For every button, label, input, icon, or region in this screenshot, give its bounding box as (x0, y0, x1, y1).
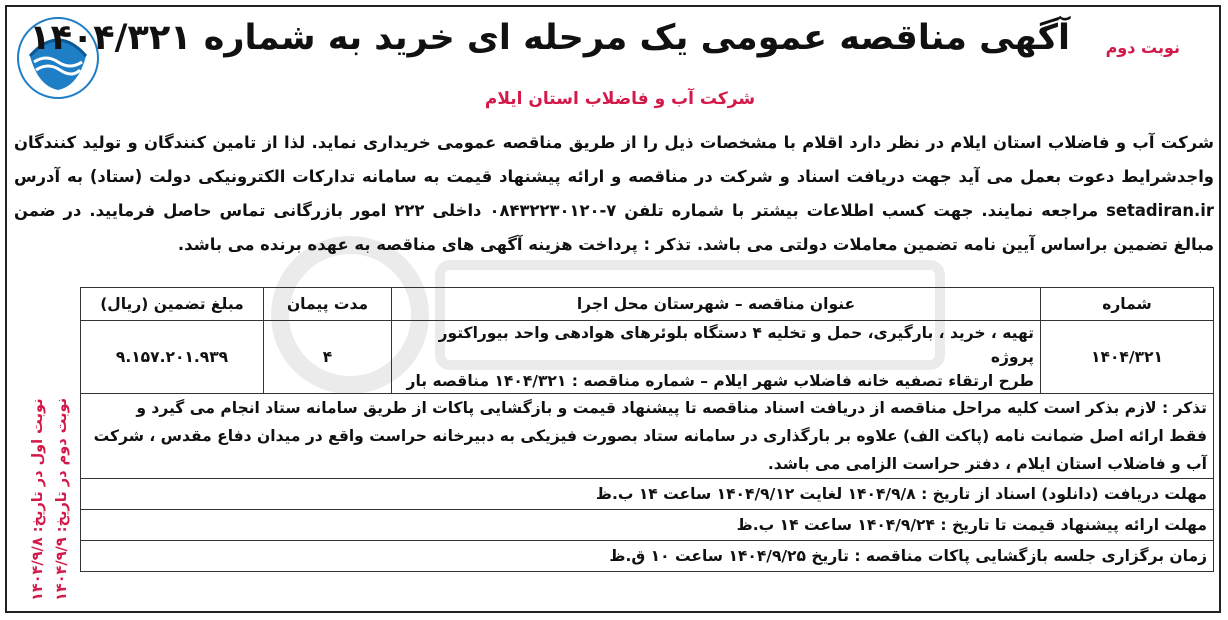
note-row (81, 394, 1214, 479)
publication-dates (10, 345, 74, 601)
deadline-row (81, 479, 1214, 510)
intro-paragraph (14, 126, 1214, 262)
note-line: تذکر : لازم بذکر است کلیه مراحل مناقصه از دریافت اسناد مناقصه تا پیشنهاد قیمت و بازگشایی پاکات از طریق سامانه ستاد انجام می گیرد و (136, 399, 1207, 417)
intro-line: شرکت آب و فاضلاب استان ایلام در نظر دارد اقلام با مشخصات ذیل را از طریق مناقصه عمومی خریداری نماید. لذا از تامین کنندگان و تولید کنندگان (14, 133, 1214, 152)
header-title: عنوان مناقصه – شهرستان محل اجرا (392, 288, 1041, 321)
intro-line: مبالغ تضمین براساس آیین نامه تضمین معاملات دولتی می باشد. تذکر : پرداخت هزینه آگهی های مناقصه به عهده برنده می باشد. (177, 235, 1214, 254)
opening-session: زمان برگزاری جلسه بازگشایی پاکات مناقصه : تاریخ ۱۴۰۴/۹/۲۵ ساعت ۱۰ ق.ظ (81, 541, 1214, 572)
download-deadline: مهلت دریافت (دانلود) اسناد از تاریخ : ۱۴۰۴/۹/۸ لغایت ۱۴۰۴/۹/۱۲ ساعت ۱۴ ب.ظ (81, 479, 1214, 510)
table-row (81, 321, 1214, 394)
header-duration: مدت پیمان (264, 288, 392, 321)
cell-number: ۱۴۰۴/۳۲۱ (1041, 321, 1214, 394)
bid-deadline: مهلت ارائه پیشنهاد قیمت تا تاریخ : ۱۴۰۴/۹/۲۴ ساعت ۱۴ ب.ظ (81, 510, 1214, 541)
second-publication-date: نوبت دوم در تاریخ: ۱۴۰۴/۹/۹ (54, 397, 70, 601)
intro-line: واجدشرایط دعوت بعمل می آید جهت دریافت اسناد و شرکت در مناقصه و ارائه پیشنهاد قیمت به سامانه تدارکات الکترونیکی دولت (ستاد) به آدرس (14, 167, 1214, 186)
cell-title (392, 321, 1041, 394)
tender-table (80, 287, 1214, 572)
table-header-row (81, 288, 1214, 321)
intro-line: setadiran.ir مراجعه نمایند. جهت کسب اطلاعات بیشتر با شماره تلفن ۷-۰۸۴۳۲۲۳۰۱۲۰ داخلی ۲۲۲ امور بازرگانی تماس حاصل فرمایید. در ضمن (14, 201, 1214, 220)
round-label: نوبت دوم (1105, 38, 1180, 57)
deadline-row (81, 541, 1214, 572)
deadline-row (81, 510, 1214, 541)
cell-duration: ۴ (264, 321, 392, 394)
note-cell (81, 394, 1214, 479)
note-line: آب و فاضلاب استان ایلام ، دفتر حراست الزامی می باشد. (767, 455, 1207, 473)
header-number: شماره (1041, 288, 1214, 321)
header-guarantee: مبلغ تضمین (ریال) (81, 288, 264, 321)
cell-title-line: طرح ارتقاء تصفیه خانه فاضلاب شهر ایلام – شماره مناقصه : ۱۴۰۴/۳۲۱ مناقصه بار (406, 372, 1034, 390)
cell-guarantee: ۹.۱۵۷.۲۰۱.۹۳۹ (81, 321, 264, 394)
company-name: شرکت آب و فاضلاب استان ایلام (484, 89, 756, 109)
first-publication-date: نوبت اول در تاریخ: ۱۴۰۴/۹/۸ (30, 398, 46, 601)
note-line: فقط ارائه اصل ضمانت نامه (پاکت الف) علاوه بر بارگذاری در سامانه ستاد بصورت فیزیکی به دبیرخانه حراست واقع در میدان دفاع مقدس ، شرکت (93, 427, 1207, 445)
page-title: آگهی مناقصه عمومی یک مرحله ای خرید به شماره ۱۴۰۴/۳۲۱ (29, 18, 1070, 58)
cell-title-line: تهیه ، خرید ، بارگیری، حمل و تخلیه ۴ دستگاه بلوئرهای هوادهی واحد بیوراکتور پروژه (438, 324, 1034, 366)
